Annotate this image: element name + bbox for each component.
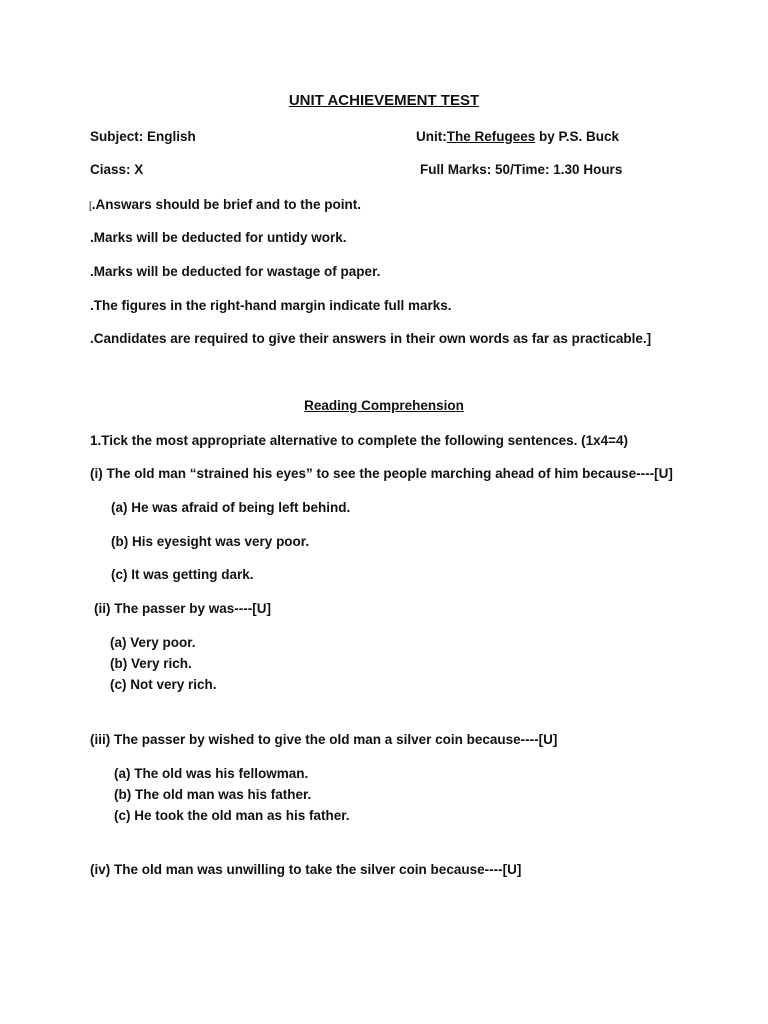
question-part: (i) The old man “strained his eyes” to see the people marching ahead of him because----[U] (90, 466, 673, 481)
option-item: (c) Not very rich. (110, 677, 217, 692)
unit-label (416, 129, 619, 144)
option-item: (c) He took the old man as his father. (114, 808, 350, 823)
instruction-item: .Marks will be deducted for wastage of paper. (90, 264, 381, 279)
option-item: (a) Very poor. (110, 635, 196, 650)
question-part: (ii) The passer by was----[U] (94, 601, 272, 616)
question-part: (iii) The passer by wished to give the old man a silver coin because----[U] (90, 732, 558, 747)
full-marks-label: Full Marks: 50/Time: 1.30 Hours (420, 162, 623, 177)
option-item: (b) Very rich. (110, 656, 192, 671)
open-bracket: [ (89, 201, 92, 212)
subject-label: Subject: English (90, 129, 196, 144)
option-item: (b) The old man was his father. (114, 787, 312, 802)
page-title: UNIT ACHIEVEMENT TEST (288, 92, 480, 109)
instruction-item: .Candidates are required to give their answers in their own words as far as practicable.] (90, 331, 652, 346)
instruction-item: .Marks will be deducted for untidy work. (90, 230, 347, 245)
option-item: (c) It was getting dark. (111, 567, 254, 582)
section-title: Reading Comprehension (304, 398, 464, 413)
class-label: Ciass: X (90, 162, 144, 177)
instruction-item: .The figures in the right-hand margin indicate full marks. (90, 298, 452, 313)
question-part: (iv) The old man was unwilling to take the silver coin because----[U] (90, 862, 522, 877)
option-item: (a) The old was his fellowman. (114, 766, 309, 781)
question-stem: 1.Tick the most appropriate alternative to complete the following sentences. (1x4=4) (90, 433, 629, 448)
instruction-item: [.Answars should be brief and to the point. (89, 197, 362, 212)
option-item: (a) He was afraid of being left behind. (111, 500, 351, 515)
unit-prefix: Unit: (416, 129, 447, 144)
option-item: (b) His eyesight was very poor. (111, 534, 310, 549)
unit-title: The Refugees (446, 129, 536, 144)
unit-author: by P.S. Buck (535, 129, 620, 144)
